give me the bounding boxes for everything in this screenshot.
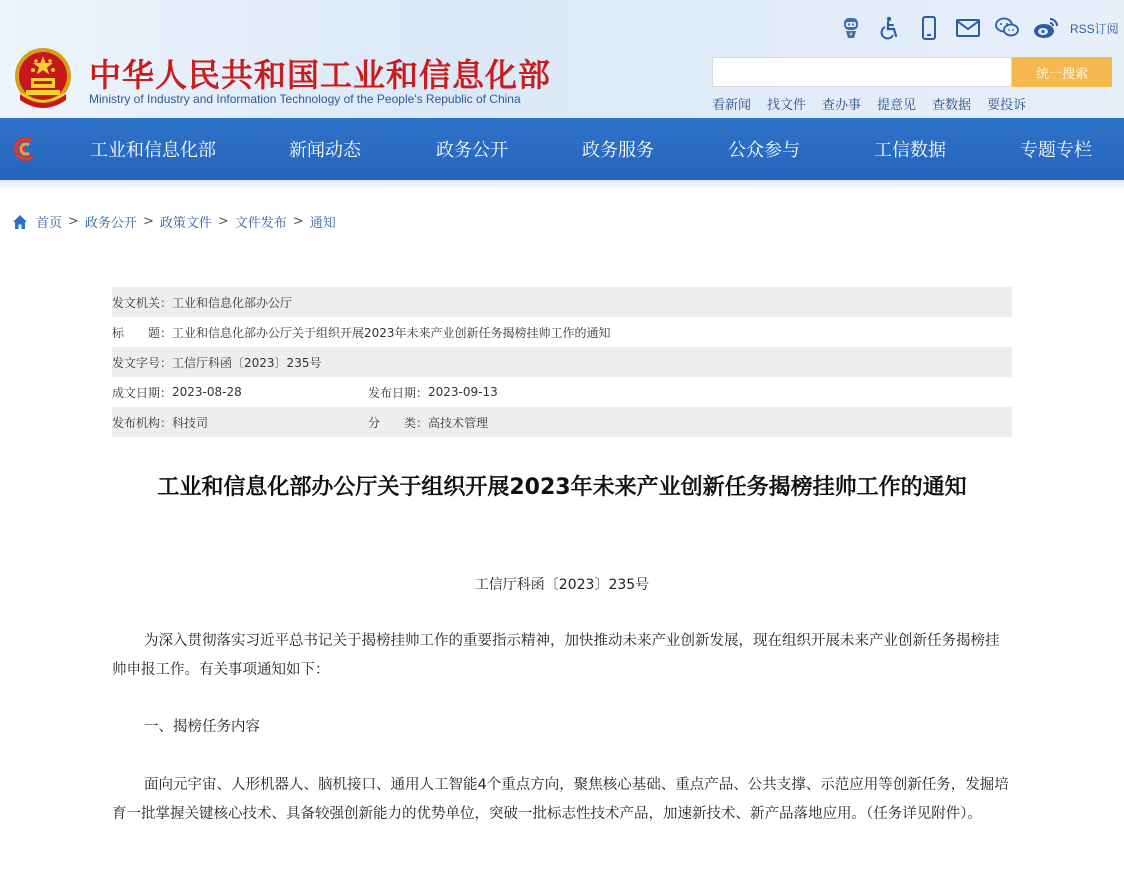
miit-logo-icon[interactable] bbox=[10, 136, 40, 162]
document-metadata bbox=[112, 287, 1012, 437]
meta-org-label: 发布机构： bbox=[112, 415, 173, 430]
national-emblem-icon[interactable] bbox=[12, 46, 74, 110]
nav-item-ministry[interactable]: 工业和信息化部 bbox=[90, 140, 216, 161]
meta-org-cell bbox=[112, 414, 368, 431]
meta-row-issuer bbox=[112, 287, 1012, 317]
article-paragraph: 面向元宇宙、人形机器人、脑机接口、通用人工智能4个重点方向，聚焦核心基础、重点产品、公共支撑、示范应用等创新任务，发掘培育一批掌握关键核心技术、具备较强创新能力的优势单位，突破一批标志性技术产品，加速新技术、新产品落地应用。（任务详见附件）。 bbox=[112, 777, 1009, 822]
weibo-icon[interactable] bbox=[1033, 15, 1059, 41]
home-icon[interactable] bbox=[12, 214, 28, 230]
breadcrumb-separator: > bbox=[68, 214, 79, 229]
meta-created-value: 2023-08-28 bbox=[172, 385, 242, 399]
breadcrumb-notice[interactable]: 通知 bbox=[309, 216, 336, 231]
meta-created-cell bbox=[112, 384, 368, 401]
nav-item-public-participation[interactable]: 公众参与 bbox=[728, 140, 800, 161]
article-paragraph: 为深入贯彻落实习近平总书记关于揭榜挂帅工作的重要指示精神，加快推动未来产业创新发展，现在组织开展未来产业创新任务揭榜挂帅申报工作。有关事项通知如下： bbox=[112, 633, 1000, 678]
mail-icon[interactable] bbox=[955, 15, 981, 41]
meta-issuer-value: 工业和信息化部办公厅 bbox=[172, 295, 293, 310]
breadcrumb-home[interactable]: 首页 bbox=[36, 216, 63, 231]
meta-category-cell bbox=[368, 414, 488, 431]
meta-row-org bbox=[112, 407, 1012, 437]
quick-link-feedback[interactable]: 提意见 bbox=[877, 98, 917, 113]
quick-links bbox=[712, 94, 1042, 113]
unified-search-button[interactable]: 统一搜索 bbox=[1012, 57, 1112, 87]
meta-doc-number-value: 工信厅科函〔2023〕235号 bbox=[172, 355, 322, 370]
meta-category-label: 分 类： bbox=[368, 415, 429, 430]
quick-link-news[interactable]: 看新闻 bbox=[712, 98, 752, 113]
nav-item-gov-affairs[interactable]: 政务公开 bbox=[436, 140, 508, 161]
site-title-chinese[interactable]: 中华人民共和国工业和信息化部 bbox=[89, 56, 552, 94]
breadcrumb bbox=[12, 212, 336, 231]
nav-item-data[interactable]: 工信数据 bbox=[874, 140, 946, 161]
meta-category-value: 高技术管理 bbox=[428, 415, 489, 430]
robot-icon[interactable] bbox=[838, 15, 864, 41]
breadcrumb-separator: > bbox=[217, 214, 229, 229]
meta-issuer-label: 发文机关： bbox=[112, 295, 173, 310]
meta-title-label: 标 题： bbox=[112, 325, 173, 340]
quick-link-services[interactable]: 查办事 bbox=[822, 98, 862, 113]
article-doc-number: 工信厅科函〔2023〕235号 bbox=[474, 577, 650, 593]
quick-link-complaint[interactable]: 要投诉 bbox=[987, 98, 1027, 113]
mobile-icon[interactable] bbox=[916, 15, 942, 41]
header-shadow bbox=[0, 180, 1124, 188]
breadcrumb-separator: > bbox=[142, 214, 154, 229]
breadcrumb-policy-files[interactable]: 政策文件 bbox=[159, 216, 212, 231]
search-input[interactable] bbox=[712, 57, 1012, 87]
nav-item-gov-services[interactable]: 政务服务 bbox=[582, 140, 654, 161]
nav-item-topics[interactable]: 专题专栏 bbox=[1020, 140, 1092, 161]
breadcrumb-separator: > bbox=[292, 214, 304, 229]
rss-subscribe-link[interactable]: RSS订阅 bbox=[1070, 21, 1119, 36]
meta-published-value: 2023-09-13 bbox=[428, 385, 498, 399]
meta-published-cell bbox=[368, 384, 498, 401]
meta-org-value: 科技司 bbox=[172, 415, 209, 430]
top-utility-icons bbox=[838, 14, 1119, 42]
nav-item-news[interactable]: 新闻动态 bbox=[289, 140, 361, 161]
meta-published-label: 发布日期： bbox=[368, 385, 429, 400]
meta-created-label: 成文日期： bbox=[112, 385, 173, 400]
breadcrumb-file-release[interactable]: 文件发布 bbox=[234, 216, 287, 231]
meta-row-doc-number bbox=[112, 347, 1012, 377]
wechat-icon[interactable] bbox=[994, 15, 1020, 41]
accessibility-icon[interactable] bbox=[877, 15, 903, 41]
site-title-english[interactable]: Ministry of Industry and Information Technology of the People's Republic of China bbox=[89, 92, 521, 106]
meta-row-dates bbox=[112, 377, 1012, 407]
breadcrumb-gov-affairs[interactable]: 政务公开 bbox=[84, 216, 137, 231]
meta-row-title bbox=[112, 317, 1012, 347]
article-section-heading: 一、揭榜任务内容 bbox=[144, 719, 260, 735]
main-nav bbox=[90, 118, 1092, 180]
quick-link-files[interactable]: 找文件 bbox=[767, 98, 807, 113]
meta-doc-number-label: 发文字号： bbox=[112, 355, 173, 370]
quick-link-data[interactable]: 查数据 bbox=[932, 98, 972, 113]
meta-title-value: 工业和信息化部办公厅关于组织开展2023年未来产业创新任务揭榜挂帅工作的通知 bbox=[172, 325, 611, 340]
article-title: 工业和信息化部办公厅关于组织开展2023年未来产业创新任务揭榜挂帅工作的通知 bbox=[157, 475, 967, 500]
